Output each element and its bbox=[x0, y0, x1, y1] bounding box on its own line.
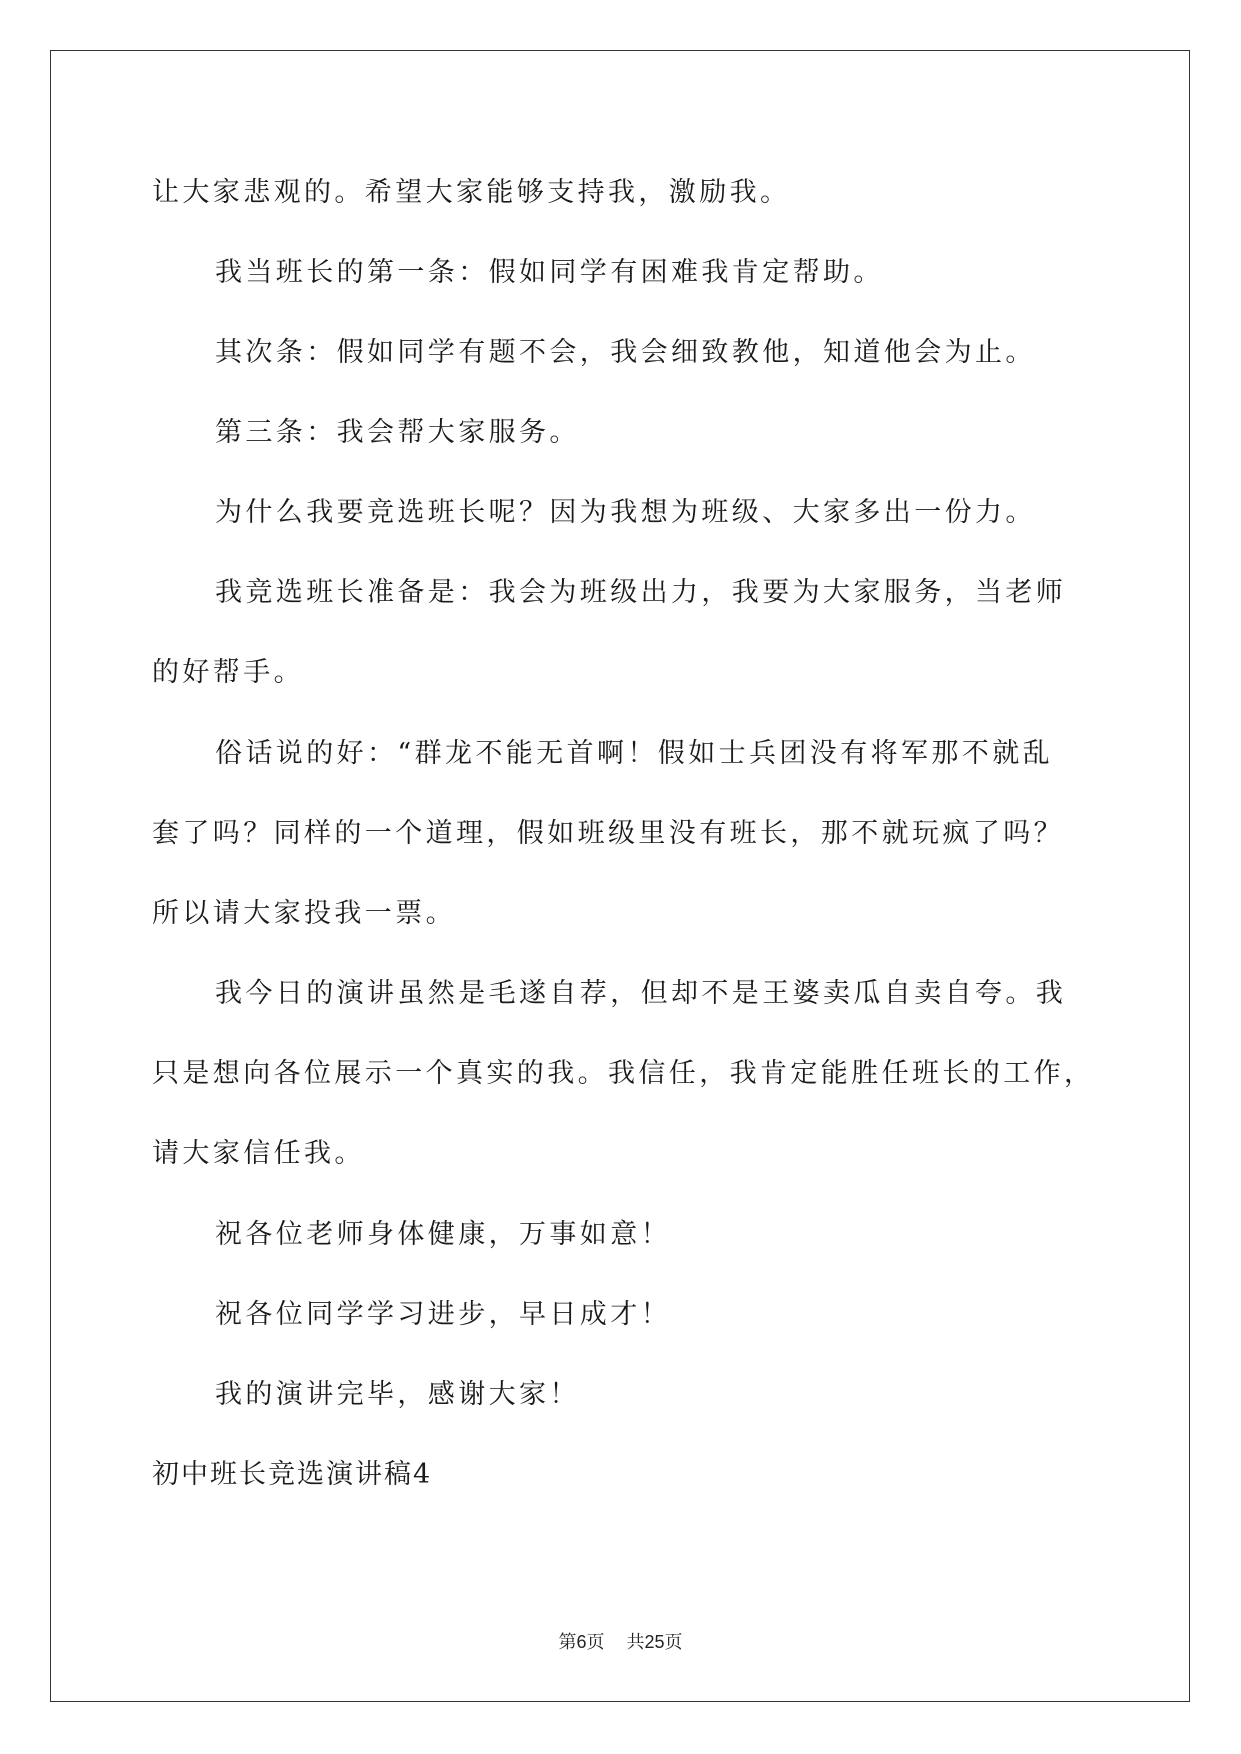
paragraph-line: 我当班长的第一条：假如同学有困难我肯定帮助。 bbox=[215, 257, 884, 288]
paragraph-line: 套了吗？同样的一个道理，假如班级里没有班长，那不就玩疯了吗？ bbox=[152, 818, 1064, 849]
total-label-prefix: 共 bbox=[626, 1632, 645, 1653]
paragraph-line: 我的演讲完毕，感谢大家！ bbox=[215, 1379, 580, 1410]
page-label-prefix: 第 bbox=[558, 1632, 577, 1653]
paragraph-line: 让大家悲观的。希望大家能够支持我，激励我。 bbox=[152, 177, 791, 208]
section-heading: 初中班长竞选演讲稿4 bbox=[152, 1459, 433, 1490]
paragraph-line: 为什么我要竞选班长呢？因为我想为班级、大家多出一份力。 bbox=[215, 497, 1036, 528]
paragraph-line: 的好帮手。 bbox=[152, 657, 304, 688]
paragraph-line: 所以请大家投我一票。 bbox=[152, 898, 456, 929]
paragraph-line: 俗话说的好：“群龙不能无首啊！假如士兵团没有将军那不就乱 bbox=[215, 738, 1054, 769]
page-footer bbox=[0, 1630, 1241, 1655]
paragraph-line: 祝各位老师身体健康，万事如意！ bbox=[215, 1219, 671, 1250]
paragraph-line: 第三条：我会帮大家服务。 bbox=[215, 417, 580, 448]
paragraph-line: 祝各位同学学习进步，早日成才！ bbox=[215, 1299, 671, 1330]
page-number: 6 bbox=[576, 1632, 587, 1652]
total-pages: 25 bbox=[644, 1632, 665, 1652]
paragraph-line: 我竞选班长准备是：我会为班级出力，我要为大家服务，当老师 bbox=[215, 577, 1067, 608]
paragraph-line: 请大家信任我。 bbox=[152, 1138, 365, 1169]
total-label-suffix: 页 bbox=[664, 1632, 683, 1653]
page-label-suffix: 页 bbox=[586, 1632, 605, 1653]
paragraph-line: 只是想向各位展示一个真实的我。我信任，我肯定能胜任班长的工作， bbox=[152, 1058, 1095, 1089]
page-border bbox=[50, 50, 1190, 1702]
paragraph-line: 其次条：假如同学有题不会，我会细致教他，知道他会为止。 bbox=[215, 337, 1036, 368]
paragraph-line: 我今日的演讲虽然是毛遂自荐，但却不是王婆卖瓜自卖自夸。我 bbox=[215, 978, 1067, 1009]
